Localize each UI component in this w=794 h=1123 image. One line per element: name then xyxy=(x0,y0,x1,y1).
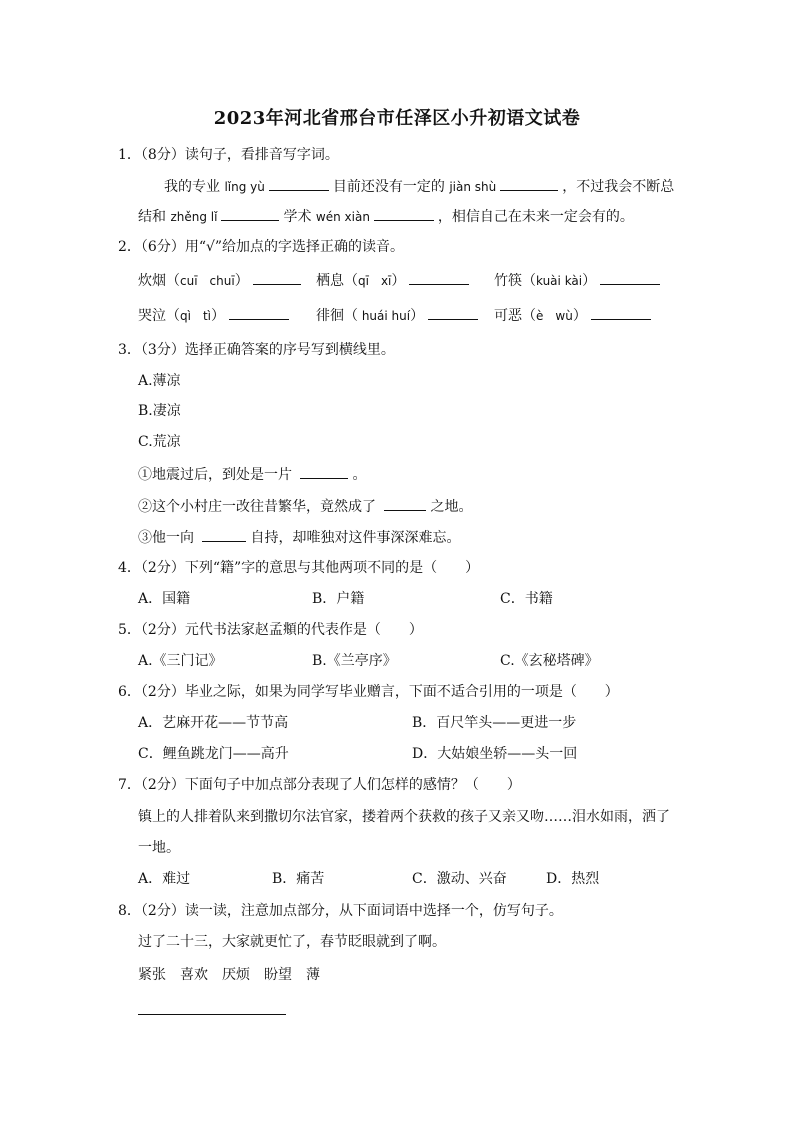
answer-blank[interactable] xyxy=(269,176,329,191)
question-3-option-a: A.薄凉 xyxy=(138,373,181,389)
question-2-item-1: 炊烟（cuī chuī） xyxy=(138,270,305,291)
question-7-option-b[interactable]: B．痛苦 xyxy=(272,871,325,887)
answer-blank[interactable] xyxy=(500,176,558,191)
question-5-stem: 5．（2分）元代书法家赵孟頫的代表作是（ ） xyxy=(118,622,423,638)
question-1-stem: 1．（8分）读句子，看排音写字词。 xyxy=(118,147,339,163)
question-2-item-6: 可恶（è wù） xyxy=(494,305,655,326)
question-1-line-1: 我的专业 lǐng yù 目前还没有一定的 jiàn shù ，不过我会不断总 xyxy=(164,176,674,197)
question-6-option-c[interactable]: C．鲤鱼跳龙门——高升 xyxy=(138,746,289,762)
answer-blank[interactable] xyxy=(229,305,289,320)
question-7-passage-line-2: 一地。 xyxy=(138,840,180,856)
page-title: 2023年河北省邢台市任泽区小升初语文试卷 xyxy=(213,108,581,129)
pinyin-jianshu: jiàn shù xyxy=(449,180,497,194)
answer-blank[interactable] xyxy=(428,305,478,320)
question-4-stem: 4．（2分）下列“籍”字的意思与其他两项不同的是（ ） xyxy=(118,560,480,576)
answer-blank[interactable] xyxy=(409,270,469,285)
question-2-stem: 2．（6分）用“√”给加点的字选择正确的读音。 xyxy=(118,239,405,255)
question-4-option-c[interactable]: C．书籍 xyxy=(500,591,553,607)
answer-blank[interactable] xyxy=(253,270,301,285)
answer-blank[interactable] xyxy=(300,464,348,479)
question-7-option-d[interactable]: D．热烈 xyxy=(546,871,600,887)
question-3-option-c: C.荒凉 xyxy=(138,434,181,450)
question-3-option-b: B.凄凉 xyxy=(138,403,181,419)
question-6-option-d[interactable]: D．大姑娘坐轿——头一回 xyxy=(412,746,578,762)
answer-blank[interactable] xyxy=(202,527,246,542)
answer-blank[interactable] xyxy=(374,206,434,221)
answer-blank[interactable] xyxy=(221,206,279,221)
question-8-answer-line[interactable] xyxy=(138,1014,286,1015)
question-8-stem: 8．（2分）读一读，注意加点部分，从下面词语中选择一个，仿写句子。 xyxy=(118,903,563,919)
question-3-sentence-3: ③他一向 自持，却唯独对这件事深深难忘。 xyxy=(138,527,460,548)
question-5-option-a[interactable]: A.《三门记》 xyxy=(138,653,223,669)
question-2-item-2: 栖息（qī xī） xyxy=(316,270,473,291)
question-7-option-c[interactable]: C．激动、兴奋 xyxy=(412,871,507,887)
question-5-option-c[interactable]: C.《玄秘塔碑》 xyxy=(500,653,599,669)
pinyin-wenxian: wén xiàn xyxy=(315,210,370,224)
pinyin-zhengli: zhěng lǐ xyxy=(170,210,218,224)
question-7-passage-line-1: 镇上的人排着队来到撒切尔法官家，搂着两个获救的孩子又亲又吻……泪水如雨，洒了 xyxy=(138,809,670,825)
answer-blank[interactable] xyxy=(384,496,426,511)
question-2-item-5: 徘徊（ huái huí） xyxy=(316,305,482,326)
answer-blank[interactable] xyxy=(591,305,651,320)
pinyin-lingyu: lǐng yù xyxy=(224,180,265,194)
question-5-option-b[interactable]: B.《兰亭序》 xyxy=(312,653,397,669)
question-2-item-3: 竹筷（kuài kài） xyxy=(494,270,664,291)
question-7-option-a[interactable]: A．难过 xyxy=(138,871,191,887)
question-4-option-b[interactable]: B．户籍 xyxy=(312,591,365,607)
answer-blank[interactable] xyxy=(600,270,660,285)
question-8-word-choices: 紧张 喜欢 厌烦 盼望 薄 xyxy=(138,967,320,983)
question-3-stem: 3．（3分）选择正确答案的序号写到横线里。 xyxy=(118,342,395,358)
question-4-option-a[interactable]: A．国籍 xyxy=(138,591,191,607)
question-7-stem: 7．（2分）下面句子中加点部分表现了人们怎样的感情？（ ） xyxy=(118,777,521,793)
question-1-line-2: 结和 zhěng lǐ 学术 wén xiàn ，相信自己在未来一定会有的。 xyxy=(138,206,634,227)
question-6-option-b[interactable]: B．百尺竿头——更进一步 xyxy=(412,715,577,731)
question-8-sentence: 过了二十三，大家就更忙了，春节眨眼就到了啊。 xyxy=(138,934,446,950)
question-2-item-4: 哭泣（qì tì） xyxy=(138,305,293,326)
question-3-sentence-2: ②这个小村庄一改往昔繁华，竟然成了 之地。 xyxy=(138,496,472,517)
question-6-option-a[interactable]: A．艺麻开花——节节高 xyxy=(138,715,289,731)
question-6-stem: 6．（2分）毕业之际，如果为同学写毕业赠言，下面不适合引用的一项是（ ） xyxy=(118,684,619,700)
question-3-sentence-1: ①地震过后，到处是一片 。 xyxy=(138,464,366,485)
